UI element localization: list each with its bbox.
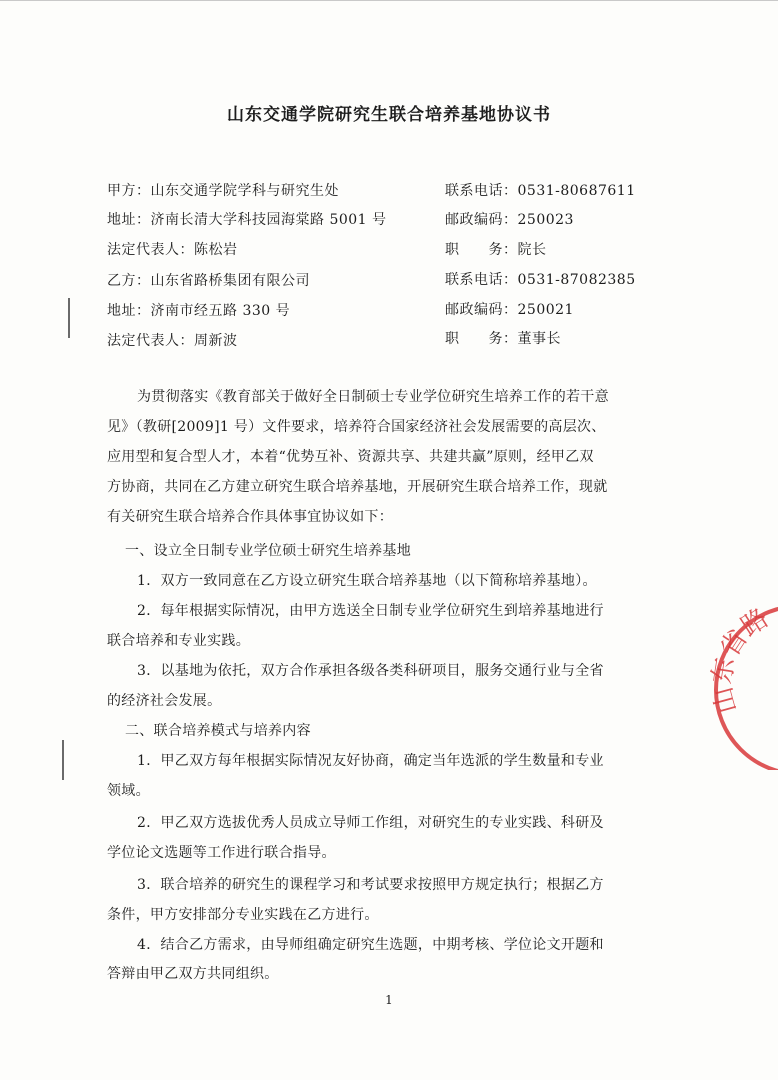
party-b-position: 职 务：董事长 [445, 331, 561, 347]
scan-edge [0, 0, 778, 1]
s2-item-2: 2．甲乙双方选拔优秀人员成立导师工作组，对研究生的专业实践、科研及 [137, 815, 604, 831]
s1-item-2: 2．每年根据实际情况，由甲方选送全日制专业学位研究生到培养基地进行 [137, 603, 604, 619]
party-a-address: 地址：济南长清大学科技园海棠路 5001 号 [107, 212, 387, 228]
party-b-postcode: 邮政编码：250021 [445, 302, 574, 318]
s2-item-2-cont: 学位论文选题等工作进行联合指导。 [107, 845, 336, 861]
party-a-rep: 法定代表人：陈松岩 [107, 242, 238, 258]
s2-item-4: 4．结合乙方需求，由导师组确定研究生选题，中期考核、学位论文开题和 [137, 937, 604, 953]
page-number: 1 [385, 993, 393, 1007]
party-b-name: 乙方：山东省路桥集团有限公司 [107, 273, 310, 289]
s2-item-4-cont: 答辩由甲乙双方共同组织。 [107, 966, 279, 982]
svg-text:山东省路 [707, 603, 774, 716]
seal-text: 山东省路 [707, 603, 775, 717]
binding-mark [68, 298, 70, 338]
s1-item-1: 1．双方一致同意在乙方设立研究生联合培养基地（以下简称培养基地）。 [137, 573, 597, 589]
intro-line: 见》（教研[2009]1 号）文件要求，培养符合国家经济社会发展需要的高层次、 [107, 419, 606, 435]
party-a-name: 甲方：山东交通学院学科与研究生处 [107, 183, 339, 199]
party-b-rep: 法定代表人：周新波 [107, 333, 238, 349]
party-b-address: 地址：济南市经五路 330 号 [107, 303, 291, 319]
intro-line: 应用型和复合型人才，本着“优势互补、资源共享、共建共赢”原则，经甲乙双 [107, 449, 594, 465]
party-a-phone: 联系电话：0531-80687611 [445, 183, 636, 199]
s1-item-2-cont: 联合培养和专业实践。 [107, 633, 250, 649]
party-b-phone: 联系电话：0531-87082385 [445, 272, 636, 288]
section-2-heading: 二、联合培养模式与培养内容 [125, 723, 311, 739]
company-seal-icon [700, 590, 778, 770]
s2-item-3: 3．联合培养的研究生的课程学习和考试要求按照甲方规定执行；根据乙方 [137, 877, 604, 893]
intro-line: 有关研究生联合培养合作具体事宜协议如下： [107, 509, 393, 525]
s2-item-1: 1．甲乙双方每年根据实际情况友好协商，确定当年选派的学生数量和专业 [137, 753, 604, 769]
s1-item-3-cont: 的经济社会发展。 [107, 693, 222, 709]
section-1-heading [107, 540, 673, 560]
party-a-position: 职 务：院长 [445, 242, 547, 258]
intro-line: 为贯彻落实《教育部关于做好全日制硕士专业学位研究生培养工作的若干意 [137, 389, 609, 405]
s2-item-3-cont: 条件，甲方安排部分专业实践在乙方进行。 [107, 907, 379, 923]
binding-mark [62, 740, 64, 780]
party-a-postcode: 邮政编码：250023 [445, 212, 574, 228]
s2-item-1-cont: 领域。 [107, 783, 150, 799]
s1-item-3: 3．以基地为依托，双方合作承担各级各类科研项目，服务交通行业与全省 [137, 663, 604, 679]
document-title: 山东交通学院研究生联合培养基地协议书 [227, 105, 551, 125]
section-1-heading-text: 一、设立全日制专业学位硕士研究生培养基地 [125, 543, 411, 559]
intro-line: 方协商，共同在乙方建立研究生联合培养基地，开展研究生联合培养工作，现就 [107, 479, 608, 495]
